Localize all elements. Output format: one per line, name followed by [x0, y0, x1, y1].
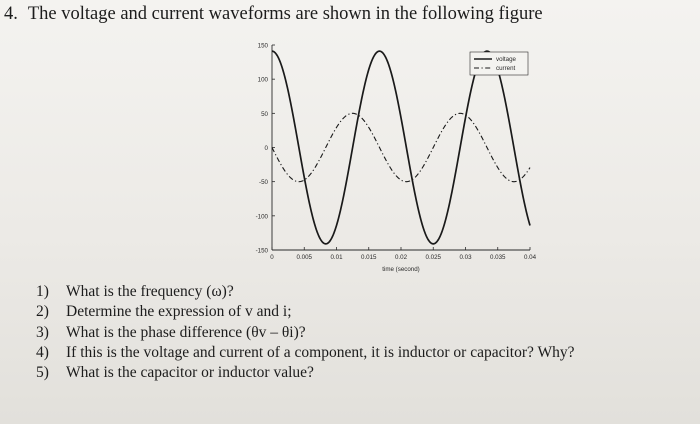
- x-tick-label: 0.02: [394, 254, 408, 261]
- y-tick-label: -100: [255, 213, 268, 221]
- y-tick-label: 0: [264, 145, 268, 152]
- x-tick-label: 0.01: [330, 254, 343, 261]
- x-tick-label: 0.03: [459, 254, 472, 261]
- y-tick-label: -50: [259, 179, 268, 187]
- y-tick-label: 150: [257, 42, 268, 50]
- legend-label-current: current: [496, 65, 516, 73]
- question-item: 5) What is the capacitor or inductor value?: [36, 364, 314, 382]
- legend-label-voltage: voltage: [496, 56, 516, 64]
- problem-number: 4.: [4, 4, 18, 24]
- y-tick-label: 100: [257, 76, 268, 84]
- x-tick-label: 0.035: [490, 254, 506, 261]
- question-item: 3) What is the phase difference (θv – θi)?: [36, 323, 306, 341]
- x-tick-label: 0.015: [361, 254, 377, 261]
- x-tick-label: 0.04: [523, 254, 537, 261]
- x-axis-label: time (second): [382, 266, 420, 273]
- question-item: 1) What is the frequency (ω)?: [36, 283, 234, 300]
- question-list: [36, 282, 574, 383]
- x-tick-label: 0.005: [296, 254, 312, 261]
- y-tick-label: -150: [255, 247, 268, 255]
- question-item: 2) Determine the expression of v and i;: [36, 303, 292, 321]
- problem-statement: The voltage and current waveforms are shown in the following figure: [27, 4, 543, 24]
- x-tick-label: 0: [270, 254, 274, 261]
- series-voltage-line: [272, 51, 530, 244]
- y-tick-label: 50: [261, 110, 268, 118]
- x-tick-label: 0.025: [425, 254, 441, 261]
- question-item: 4) If this is the voltage and current of a component, it is inductor or capacitor? Why?: [36, 343, 575, 361]
- series-current-line: [272, 113, 530, 181]
